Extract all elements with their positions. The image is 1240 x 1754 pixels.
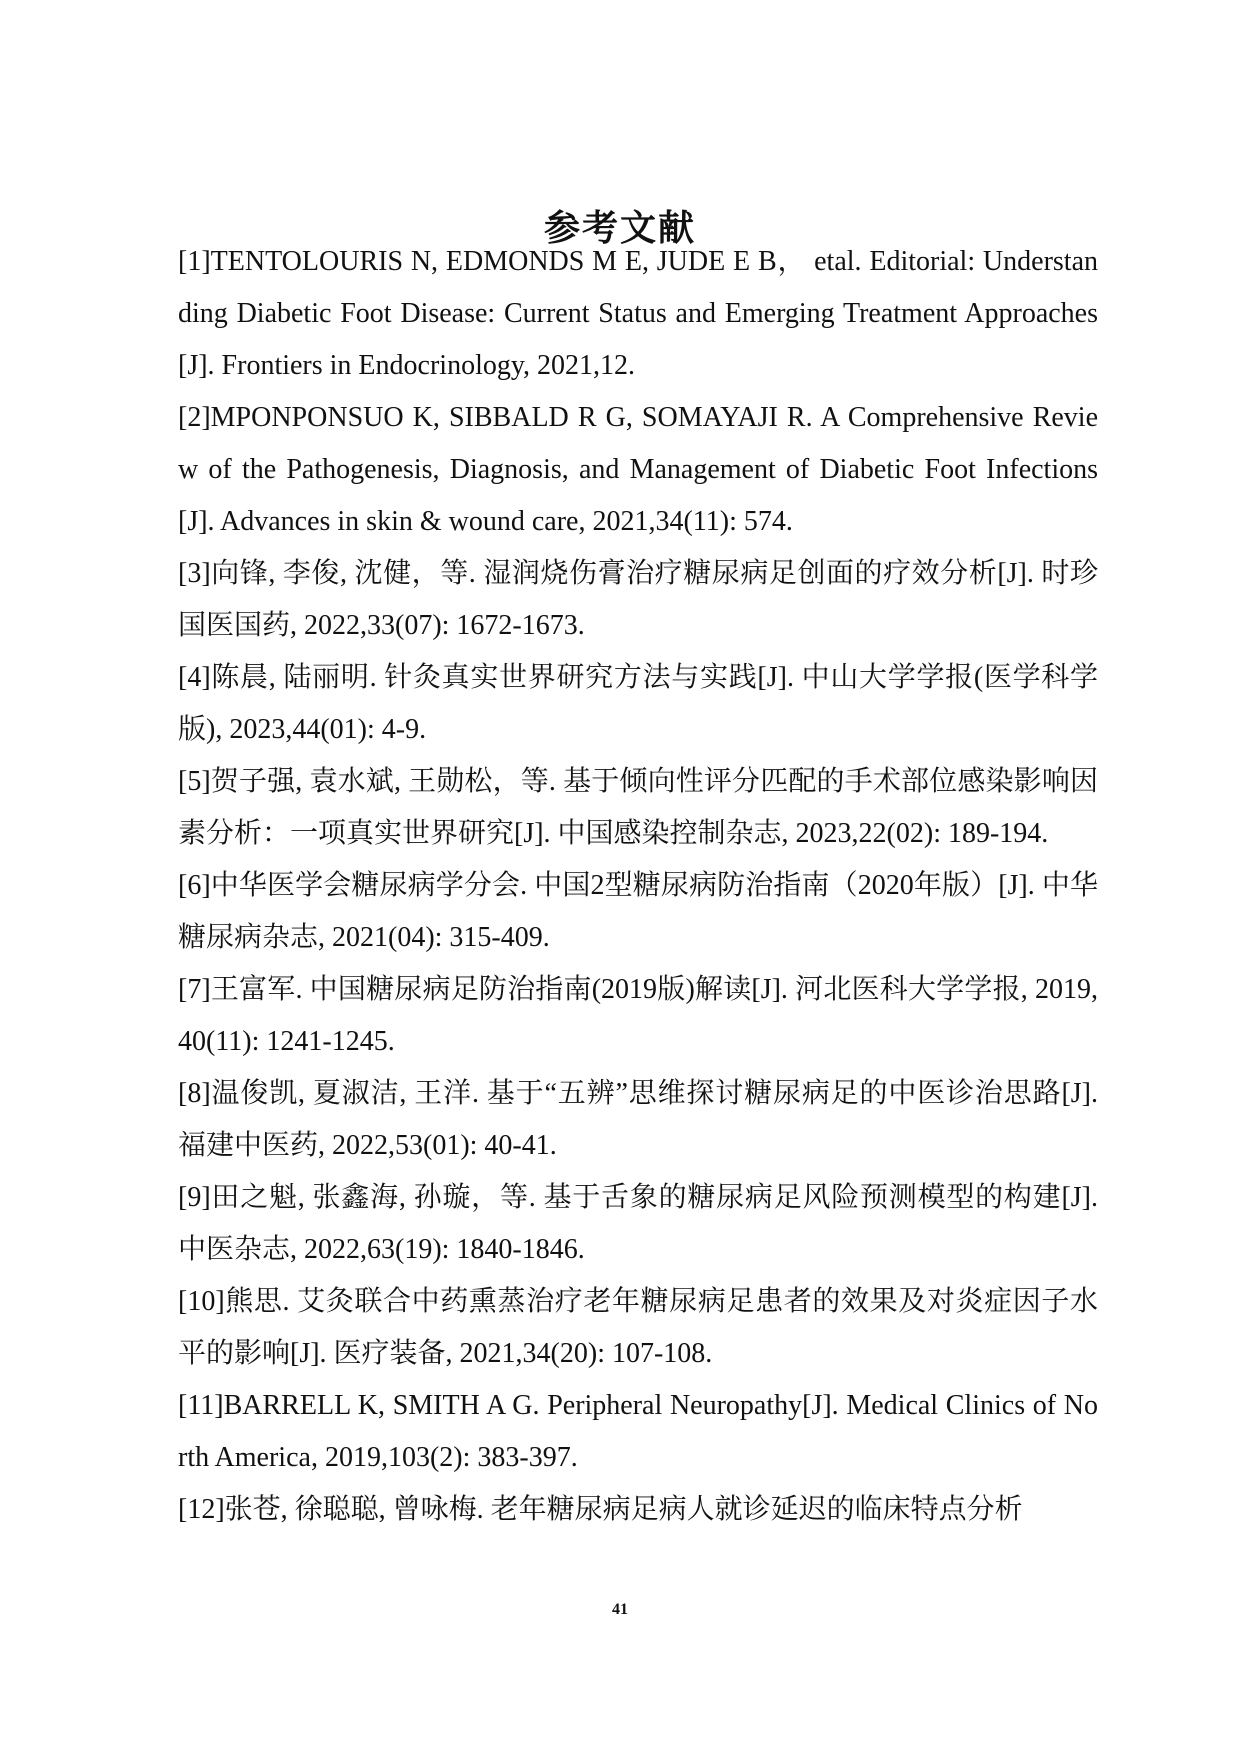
page-number: 41 — [612, 1601, 628, 1618]
reference-item: [4]陈晨, 陆丽明. 针灸真实世界研究方法与实践[J]. 中山大学学报(医学科学版), 2023,44(01): 4-9. — [178, 662, 1098, 745]
reference-item: [1]TENTOLOURIS N, EDMONDS M E, JUDE E B， etal. Editorial: Understanding Diabetic Foot Disease: Current Status and Emerging Treatment Approaches[J]. Frontiers in Endocrinology, 2021,12. — [178, 246, 1098, 381]
reference-item: [2]MPONPONSUO K, SIBBALD R G, SOMAYAJI R. A Comprehensive Review of the Pathogenesis, Diagnosis, and Management of Diabetic Foot Infections[J]. Advances in skin & wound care, 2021,34(11): 574. — [178, 402, 1098, 537]
reference-item: [12]张苍, 徐聪聪, 曾咏梅. 老年糖尿病足病人就诊延迟的临床特点分析 — [178, 1494, 1023, 1525]
reference-item: [8]温俊凯, 夏淑洁, 王洋. 基于“五辨”思维探讨糖尿病足的中医诊治思路[J]. 福建中医药, 2022,53(01): 40-41. — [178, 1078, 1098, 1161]
reference-list — [178, 236, 1098, 1536]
reference-item: [5]贺子强, 袁水斌, 王勋松，等. 基于倾向性评分匹配的手术部位感染影响因素分析：一项真实世界研究[J]. 中国感染控制杂志, 2023,22(02): 189-194. — [178, 766, 1098, 849]
reference-item: [9]田之魁, 张鑫海, 孙璇，等. 基于舌象的糖尿病足风险预测模型的构建[J]. 中医杂志, 2022,63(19): 1840-1846. — [178, 1182, 1098, 1265]
reference-item: [6]中华医学会糖尿病学分会. 中国2型糖尿病防治指南（2020年版）[J]. 中华糖尿病杂志, 2021(04): 315-409. — [178, 870, 1098, 953]
reference-item: [3]向锋, 李俊, 沈健，等. 湿润烧伤膏治疗糖尿病足创面的疗效分析[J]. 时珍国医国药, 2022,33(07): 1672-1673. — [178, 558, 1098, 641]
page-title: 参考文献 — [543, 208, 696, 249]
reference-item: [7]王富军. 中国糖尿病足防治指南(2019版)解读[J]. 河北医科大学学报, 2019,40(11): 1241-1245. — [178, 974, 1098, 1057]
reference-item: [10]熊思. 艾灸联合中药熏蒸治疗老年糖尿病足患者的效果及对炎症因子水平的影响[J]. 医疗装备, 2021,34(20): 107-108. — [178, 1286, 1098, 1369]
reference-item: [11]BARRELL K, SMITH A G. Peripheral Neuropathy[J]. Medical Clinics of North America, 2019,103(2): 383-397. — [178, 1390, 1098, 1473]
